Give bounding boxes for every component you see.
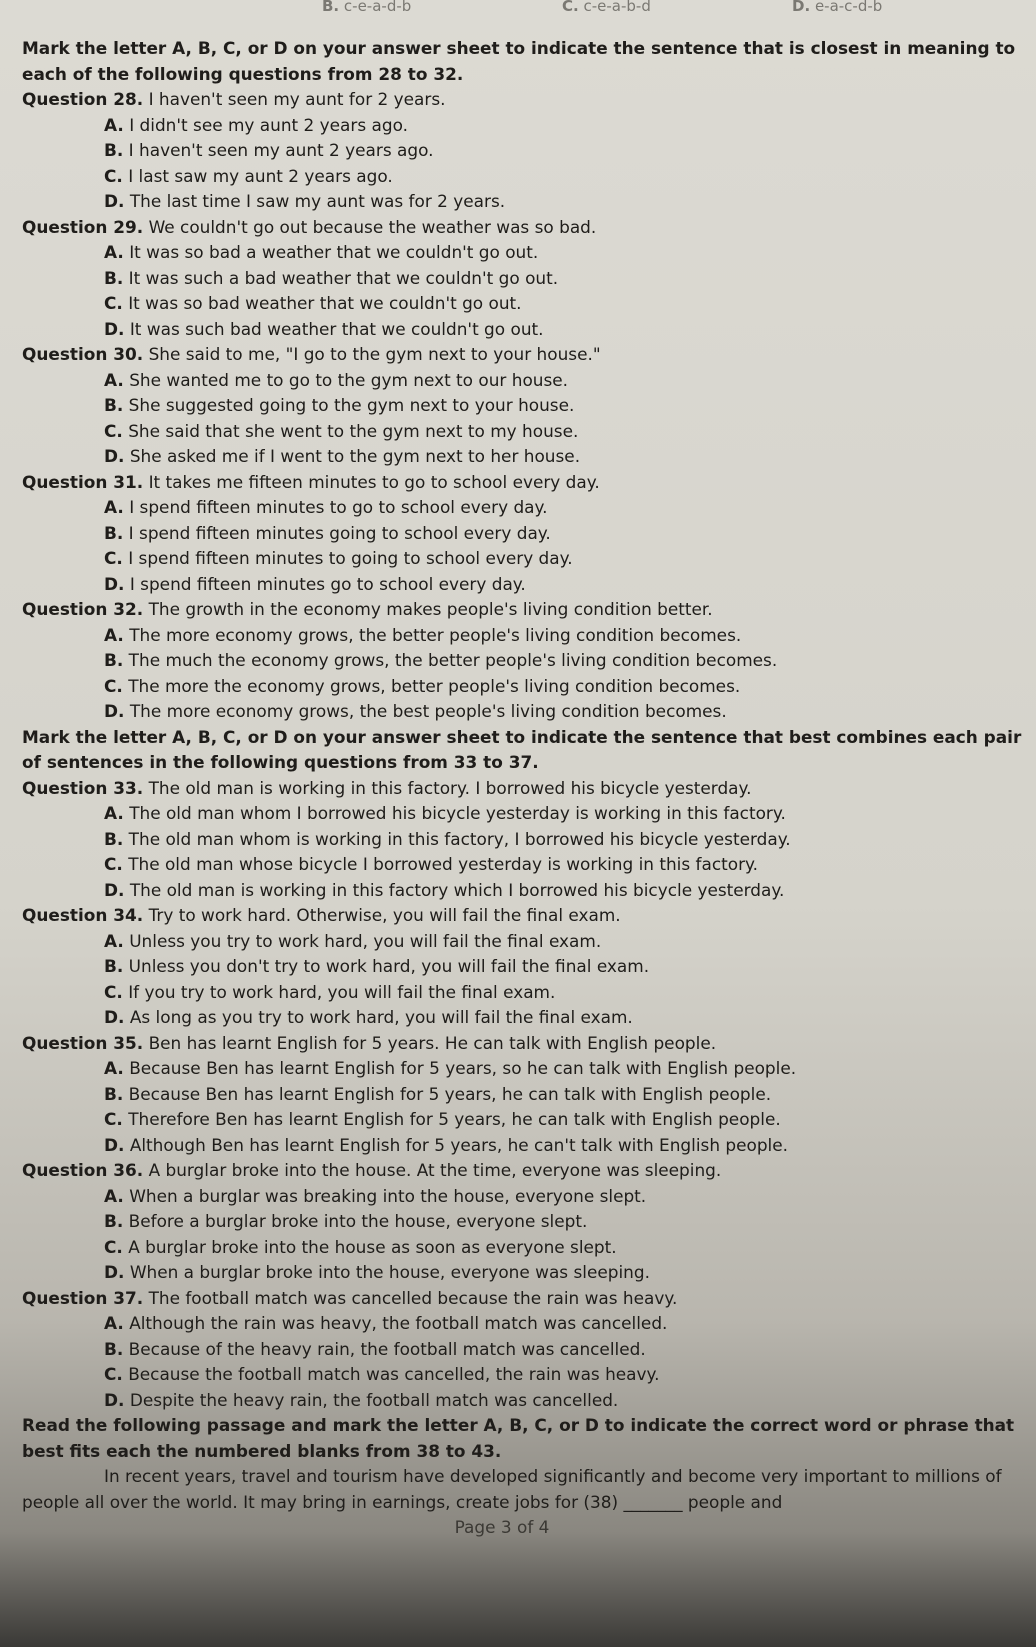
question-text: We couldn't go out because the weather was so bad. <box>148 216 597 237</box>
question-text: The football match was cancelled because the rain was heavy. <box>148 1287 678 1308</box>
question-text: I haven't seen my aunt for 2 years. <box>148 89 446 109</box>
option-label: C. <box>104 981 123 1002</box>
option-label: D. <box>104 701 125 721</box>
option-text: The more economy grows, the best people's living condition becomes. <box>129 701 727 721</box>
option-text: Although the rain was heavy, the football match was cancelled. <box>129 1313 668 1333</box>
answer-option <box>104 138 1022 164</box>
option-text: The old man is working in this factory which I borrowed his bicycle yesterday. <box>129 879 785 900</box>
option-text: The more the economy grows, better people's living condition becomes. <box>128 675 741 696</box>
answer-option <box>104 1184 1022 1210</box>
option-text: I spend fifteen minutes going to school every day. <box>128 522 551 543</box>
option-label: D. <box>104 318 125 339</box>
option-label: A. <box>104 624 124 645</box>
passage-instruction: Read the following passage and mark the letter A, B, C, or D to indicate the correct word or phrase that best fits each the numbered blanks from 38 to 43. <box>22 1415 1015 1461</box>
answer-option <box>104 546 1022 572</box>
option-label: B. <box>104 1211 124 1231</box>
option-label: A. <box>104 1313 124 1333</box>
option-text: Although Ben has learnt English for 5 years, he can't talk with English people. <box>129 1134 789 1155</box>
option-label: C. <box>104 1109 123 1129</box>
option-text: If you try to work hard, you will fail the final exam. <box>128 981 556 1002</box>
option-label: A. <box>104 930 124 951</box>
answer-option <box>104 801 1022 827</box>
answer-option <box>104 827 1022 853</box>
answer-option <box>104 878 1022 904</box>
option-text: Because of the heavy rain, the football match was cancelled. <box>128 1338 646 1359</box>
question <box>22 215 1022 241</box>
question-label: Question 28. <box>22 89 144 109</box>
answer-option <box>104 113 1022 139</box>
option-text: The much the economy grows, the better people's living condition becomes. <box>128 650 778 670</box>
option-text: When a burglar broke into the house, everyone was sleeping. <box>129 1262 650 1282</box>
option-label: D. <box>104 1134 125 1155</box>
answer-option <box>104 164 1022 190</box>
section-instruction: Mark the letter A, B, C, or D on your answer sheet to indicate the sentence that best combines each pair of sentences in the following questions from 33 to 37. <box>22 726 1022 772</box>
option-label: C. <box>104 675 123 696</box>
answer-option <box>104 648 1022 674</box>
answer-option <box>104 1082 1022 1108</box>
option-text: It was so bad a weather that we couldn't go out. <box>129 242 539 262</box>
option-label: A. <box>104 114 124 135</box>
option-text: I spend fifteen minutes to going to school every day. <box>128 548 573 568</box>
passage-text: In recent years, travel and tourism have developed significantly and become very important to millions of people all over the world. It may bring in earnings, create jobs for (38) _______ people and <box>22 1466 1002 1512</box>
option-label: B. <box>104 1338 124 1359</box>
answer-option <box>104 495 1022 521</box>
answer-option <box>104 699 1022 725</box>
option-text: It was such bad weather that we couldn't go out. <box>129 318 544 339</box>
question-label: Question 30. <box>22 344 144 364</box>
answer-option <box>104 1388 1022 1414</box>
question-label: Question 33. <box>22 777 144 798</box>
option-text: The old man whom I borrowed his bicycle yesterday is working in this factory. <box>129 803 786 823</box>
option-label: B. <box>104 522 124 543</box>
answer-option <box>104 1209 1022 1235</box>
option-label: A. <box>104 1058 124 1078</box>
answer-option <box>104 954 1022 980</box>
option-text: The old man whom is working in this factory, I borrowed his bicycle yesterday. <box>128 828 791 849</box>
answer-option <box>104 393 1022 419</box>
option-text: Despite the heavy rain, the football match was cancelled. <box>129 1389 619 1410</box>
option-text: I spend fifteen minutes go to school every day. <box>129 573 526 594</box>
option-label: C. <box>104 548 123 568</box>
question-text: She said to me, "I go to the gym next to your house." <box>148 344 601 364</box>
option-label: C. <box>104 293 123 313</box>
top-option-c: C. c-e-a-b-d <box>562 0 651 15</box>
question <box>22 597 1022 623</box>
question-text: The old man is working in this factory. I borrowed his bicycle yesterday. <box>148 777 752 798</box>
question-label: Question 32. <box>22 599 144 619</box>
option-label: C. <box>104 165 123 186</box>
section-instruction: Mark the letter A, B, C, or D on your answer sheet to indicate the sentence that is closest in meaning to each of the following questions from 28 to 32. <box>22 38 1016 84</box>
option-text: I last saw my aunt 2 years ago. <box>128 165 393 186</box>
option-text: The more economy grows, the better people's living condition becomes. <box>129 624 742 645</box>
answer-option <box>104 1005 1022 1031</box>
answer-option <box>104 521 1022 547</box>
question-label: Question 36. <box>22 1160 144 1180</box>
option-text: Because Ben has learnt English for 5 years, so he can talk with English people. <box>129 1058 797 1078</box>
option-label: B. <box>104 956 124 976</box>
question-text: The growth in the economy makes people's living condition better. <box>148 599 713 619</box>
exam-page <box>22 0 1022 1541</box>
option-text: The last time I saw my aunt was for 2 years. <box>129 191 506 211</box>
option-text: Unless you try to work hard, you will fail the final exam. <box>129 930 602 951</box>
answer-option <box>104 368 1022 394</box>
option-label: A. <box>104 242 124 262</box>
question <box>22 342 1022 368</box>
option-label: D. <box>104 1007 125 1027</box>
question-label: Question 34. <box>22 905 144 925</box>
option-text: She asked me if I went to the gym next to her house. <box>129 446 581 466</box>
question-text: Try to work hard. Otherwise, you will fail the final exam. <box>148 905 621 925</box>
option-text: It was such a bad weather that we couldn't go out. <box>128 267 559 288</box>
option-label: A. <box>104 497 124 517</box>
option-label: B. <box>104 650 124 670</box>
option-label: D. <box>104 1262 125 1282</box>
top-option-d: D. e-a-c-d-b <box>792 0 883 15</box>
answer-option <box>104 1133 1022 1159</box>
option-text: She wanted me to go to the gym next to our house. <box>129 369 569 390</box>
answer-option <box>104 317 1022 343</box>
answer-option <box>104 674 1022 700</box>
answer-option <box>104 1056 1022 1082</box>
option-label: D. <box>104 879 125 900</box>
option-label: D. <box>104 191 125 211</box>
option-text: It was so bad weather that we couldn't go out. <box>128 293 522 313</box>
answer-option <box>104 572 1022 598</box>
exam-content <box>22 36 1022 1413</box>
option-text: Unless you don't try to work hard, you will fail the final exam. <box>128 956 650 976</box>
option-label: C. <box>104 854 123 874</box>
option-text: As long as you try to work hard, you will fail the final exam. <box>129 1007 633 1027</box>
question-text: A burglar broke into the house. At the time, everyone was sleeping. <box>148 1160 722 1180</box>
option-text: When a burglar was breaking into the house, everyone slept. <box>129 1185 647 1206</box>
answer-option <box>104 852 1022 878</box>
option-label: C. <box>104 420 123 441</box>
option-label: D. <box>104 573 125 594</box>
question <box>22 776 1022 802</box>
option-text: A burglar broke into the house as soon as everyone slept. <box>128 1236 617 1257</box>
option-text: I didn't see my aunt 2 years ago. <box>129 114 408 135</box>
option-text: Before a burglar broke into the house, everyone slept. <box>128 1211 588 1231</box>
answer-option <box>104 980 1022 1006</box>
option-label: B. <box>104 140 124 160</box>
question-label: Question 35. <box>22 1032 144 1053</box>
option-label: C. <box>104 1364 123 1384</box>
answer-option <box>104 1107 1022 1133</box>
question <box>22 903 1022 929</box>
option-text: She said that she went to the gym next to my house. <box>128 420 579 441</box>
answer-option <box>104 291 1022 317</box>
option-label: B. <box>104 395 124 415</box>
top-option-b: B. c-e-a-d-b <box>322 0 412 15</box>
question-text: It takes me fifteen minutes to go to school every day. <box>148 471 600 492</box>
answer-option <box>104 1311 1022 1337</box>
option-text: Because the football match was cancelled, the rain was heavy. <box>128 1364 660 1384</box>
previous-question-options <box>22 0 1022 20</box>
option-label: A. <box>104 1185 124 1206</box>
question-label: Question 29. <box>22 216 144 237</box>
option-text: Therefore Ben has learnt English for 5 years, he can talk with English people. <box>128 1109 781 1129</box>
question-label: Question 31. <box>22 471 144 492</box>
question <box>22 470 1022 496</box>
option-text: I haven't seen my aunt 2 years ago. <box>128 140 434 160</box>
option-label: A. <box>104 803 124 823</box>
question <box>22 1286 1022 1312</box>
answer-option <box>104 623 1022 649</box>
option-text: The old man whose bicycle I borrowed yesterday is working in this factory. <box>128 854 758 874</box>
page-number: Page 3 of 4 <box>454 1517 550 1537</box>
option-label: C. <box>104 1236 123 1257</box>
answer-option <box>104 929 1022 955</box>
question <box>22 87 1022 113</box>
answer-option <box>104 266 1022 292</box>
answer-option <box>104 1235 1022 1261</box>
question-label: Question 37. <box>22 1287 144 1308</box>
option-label: D. <box>104 446 125 466</box>
option-text: I spend fifteen minutes to go to school every day. <box>129 497 548 517</box>
option-label: B. <box>104 828 124 849</box>
option-label: B. <box>104 1083 124 1104</box>
option-label: A. <box>104 369 124 390</box>
question-text: Ben has learnt English for 5 years. He can talk with English people. <box>148 1032 717 1053</box>
answer-option <box>104 419 1022 445</box>
answer-option <box>104 240 1022 266</box>
question <box>22 1031 1022 1057</box>
option-text: She suggested going to the gym next to your house. <box>128 395 575 415</box>
option-label: D. <box>104 1389 125 1410</box>
answer-option <box>104 189 1022 215</box>
answer-option <box>104 1337 1022 1363</box>
answer-option <box>104 444 1022 470</box>
option-label: B. <box>104 267 124 288</box>
question <box>22 1158 1022 1184</box>
option-text: Because Ben has learnt English for 5 years, he can talk with English people. <box>128 1083 772 1104</box>
answer-option <box>104 1260 1022 1286</box>
answer-option <box>104 1362 1022 1388</box>
